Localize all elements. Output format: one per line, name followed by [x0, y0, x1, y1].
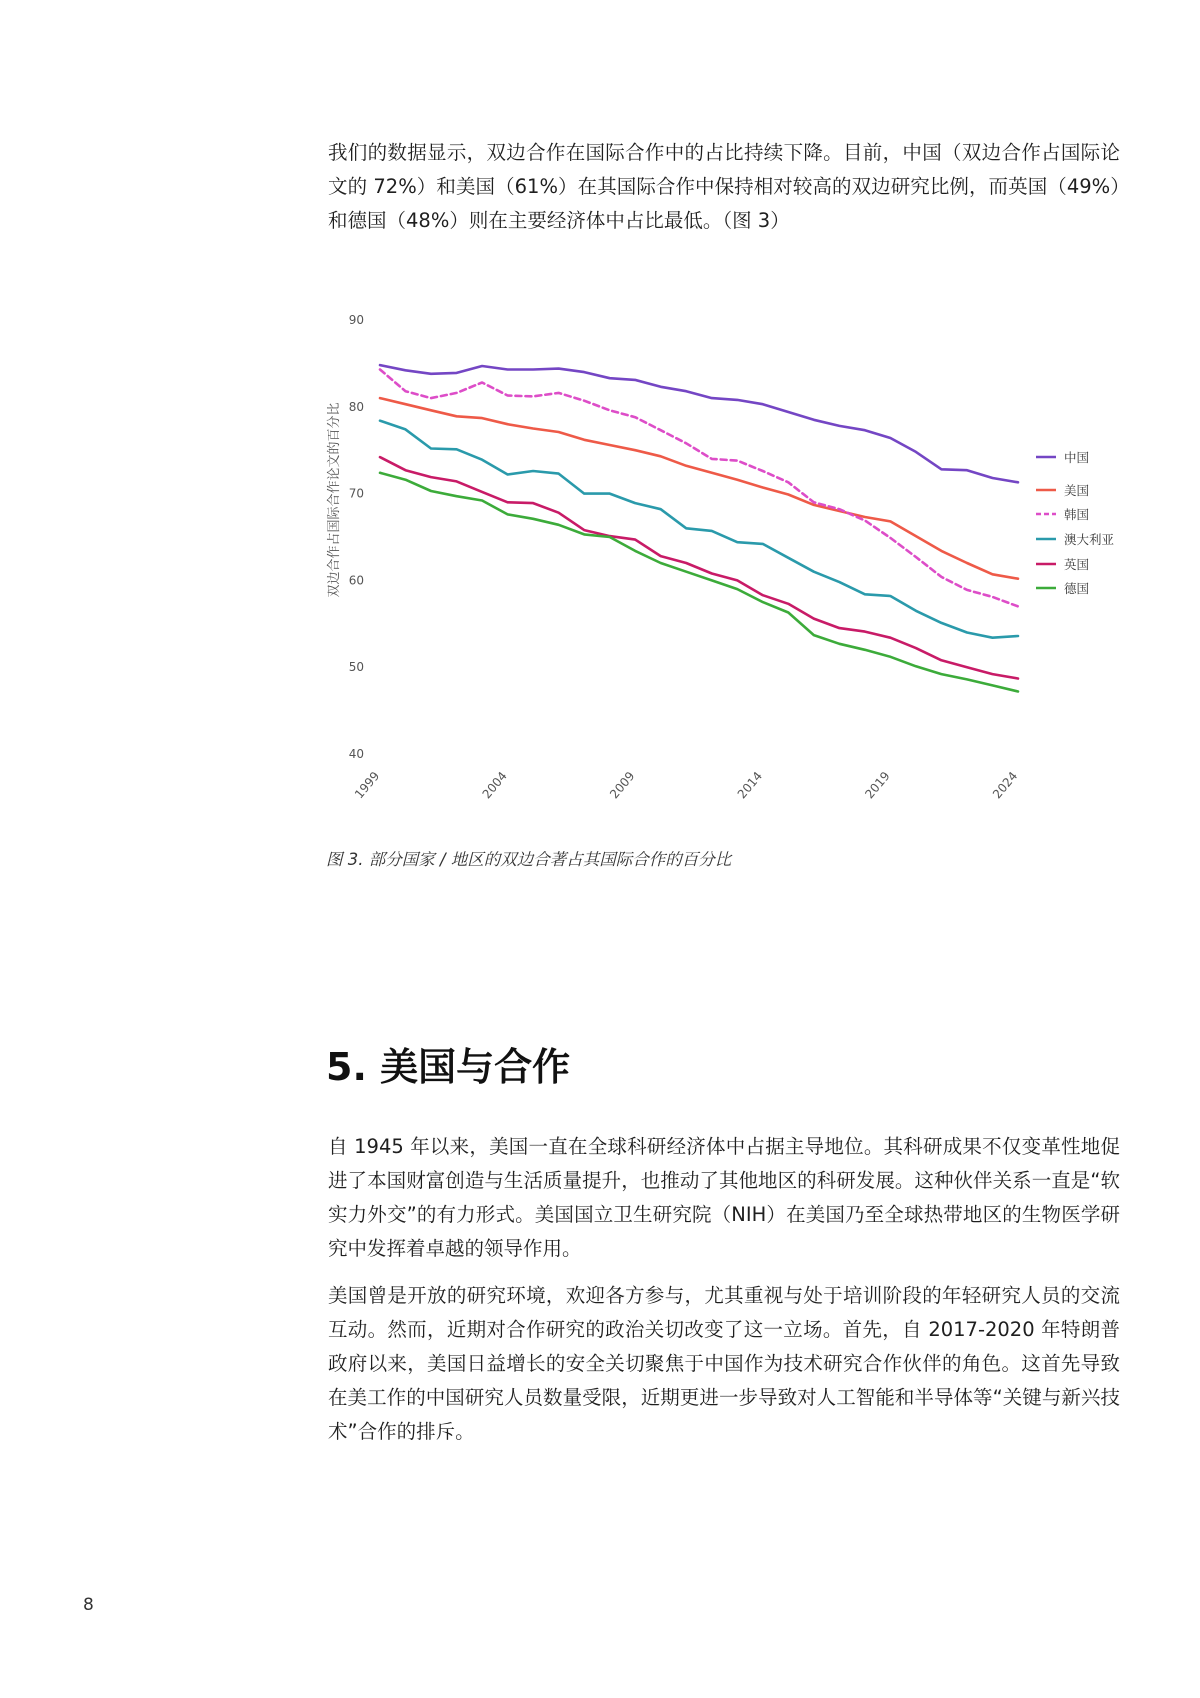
x-tick-label: 2019 [862, 768, 893, 802]
legend-label: 韩国 [1064, 507, 1090, 522]
y-axis [349, 313, 364, 761]
legend-label: 澳大利亚 [1064, 532, 1115, 547]
y-tick-label: 70 [348, 486, 364, 501]
legend-label: 中国 [1064, 450, 1090, 465]
y-tick-label: 60 [348, 573, 364, 588]
series-lines [380, 365, 1018, 691]
legend-label: 美国 [1064, 483, 1090, 498]
series-line-5 [380, 473, 1018, 692]
x-tick-label: 1999 [351, 768, 383, 802]
series-line-3 [380, 421, 1018, 638]
intro-paragraph: 我们的数据显示，双边合作在国际合作中的占比持续下降。目前，中国（双边合作占国际论文的 72%）和美国（61%）在其国际合作中保持相对较高的双边研究比例，而英国（49%）和德国（48%）则在主要经济体中占比最低。（图 3） [328, 141, 1120, 232]
x-tick-label: 2014 [734, 768, 766, 802]
page-number: 8 [83, 1595, 94, 1615]
x-axis [352, 769, 1020, 801]
legend-label: 德国 [1064, 581, 1090, 596]
y-tick-label: 40 [348, 747, 364, 761]
x-tick-label: 2009 [607, 768, 638, 802]
y-axis-label: 双边合作占国际合作论文的百分比 [327, 402, 342, 598]
section-heading: 5. 美国与合作 [326, 1045, 571, 1089]
x-tick-label: 2004 [479, 768, 510, 802]
bilateral-collaboration-line-chart [318, 300, 1118, 840]
series-line-4 [380, 457, 1018, 678]
figure-caption: 图 3. 部分国家 / 地区的双边合著占其国际合作的百分比 [326, 850, 732, 869]
x-tick-label: 2024 [989, 768, 1021, 802]
y-tick-label: 80 [348, 399, 364, 414]
y-tick-label: 90 [348, 313, 364, 327]
legend-label: 英国 [1064, 557, 1090, 572]
legend [1036, 450, 1115, 596]
y-tick-label: 50 [348, 660, 364, 675]
series-line-0 [380, 365, 1018, 482]
section-paragraph-1: 自 1945 年以来，美国一直在全球科研经济体中占据主导地位。其科研成果不仅变革性地促进了本国财富创造与生活质量提升，也推动了其他地区的科研发展。这种伙伴关系一直是“软实力外交”的有力形式。美国国立卫生研究院（NIH）在美国乃至全球热带地区的生物医学研究中发挥着卓越的领导作用。 [328, 1135, 1120, 1260]
section-paragraph-2: 美国曾是开放的研究环境，欢迎各方参与，尤其重视与处于培训阶段的年轻研究人员的交流互动。然而，近期对合作研究的政治关切改变了这一立场。首先，自 2017-2020 年特朗普政府以来，美国日益增长的安全关切聚焦于中国作为技术研究合作伙伴的角色。这首先导致在美工作的中国研究人员数量受限，近期更进一步导致对人工智能和半导体等“关键与新兴技术”合作的排斥。 [328, 1284, 1120, 1443]
